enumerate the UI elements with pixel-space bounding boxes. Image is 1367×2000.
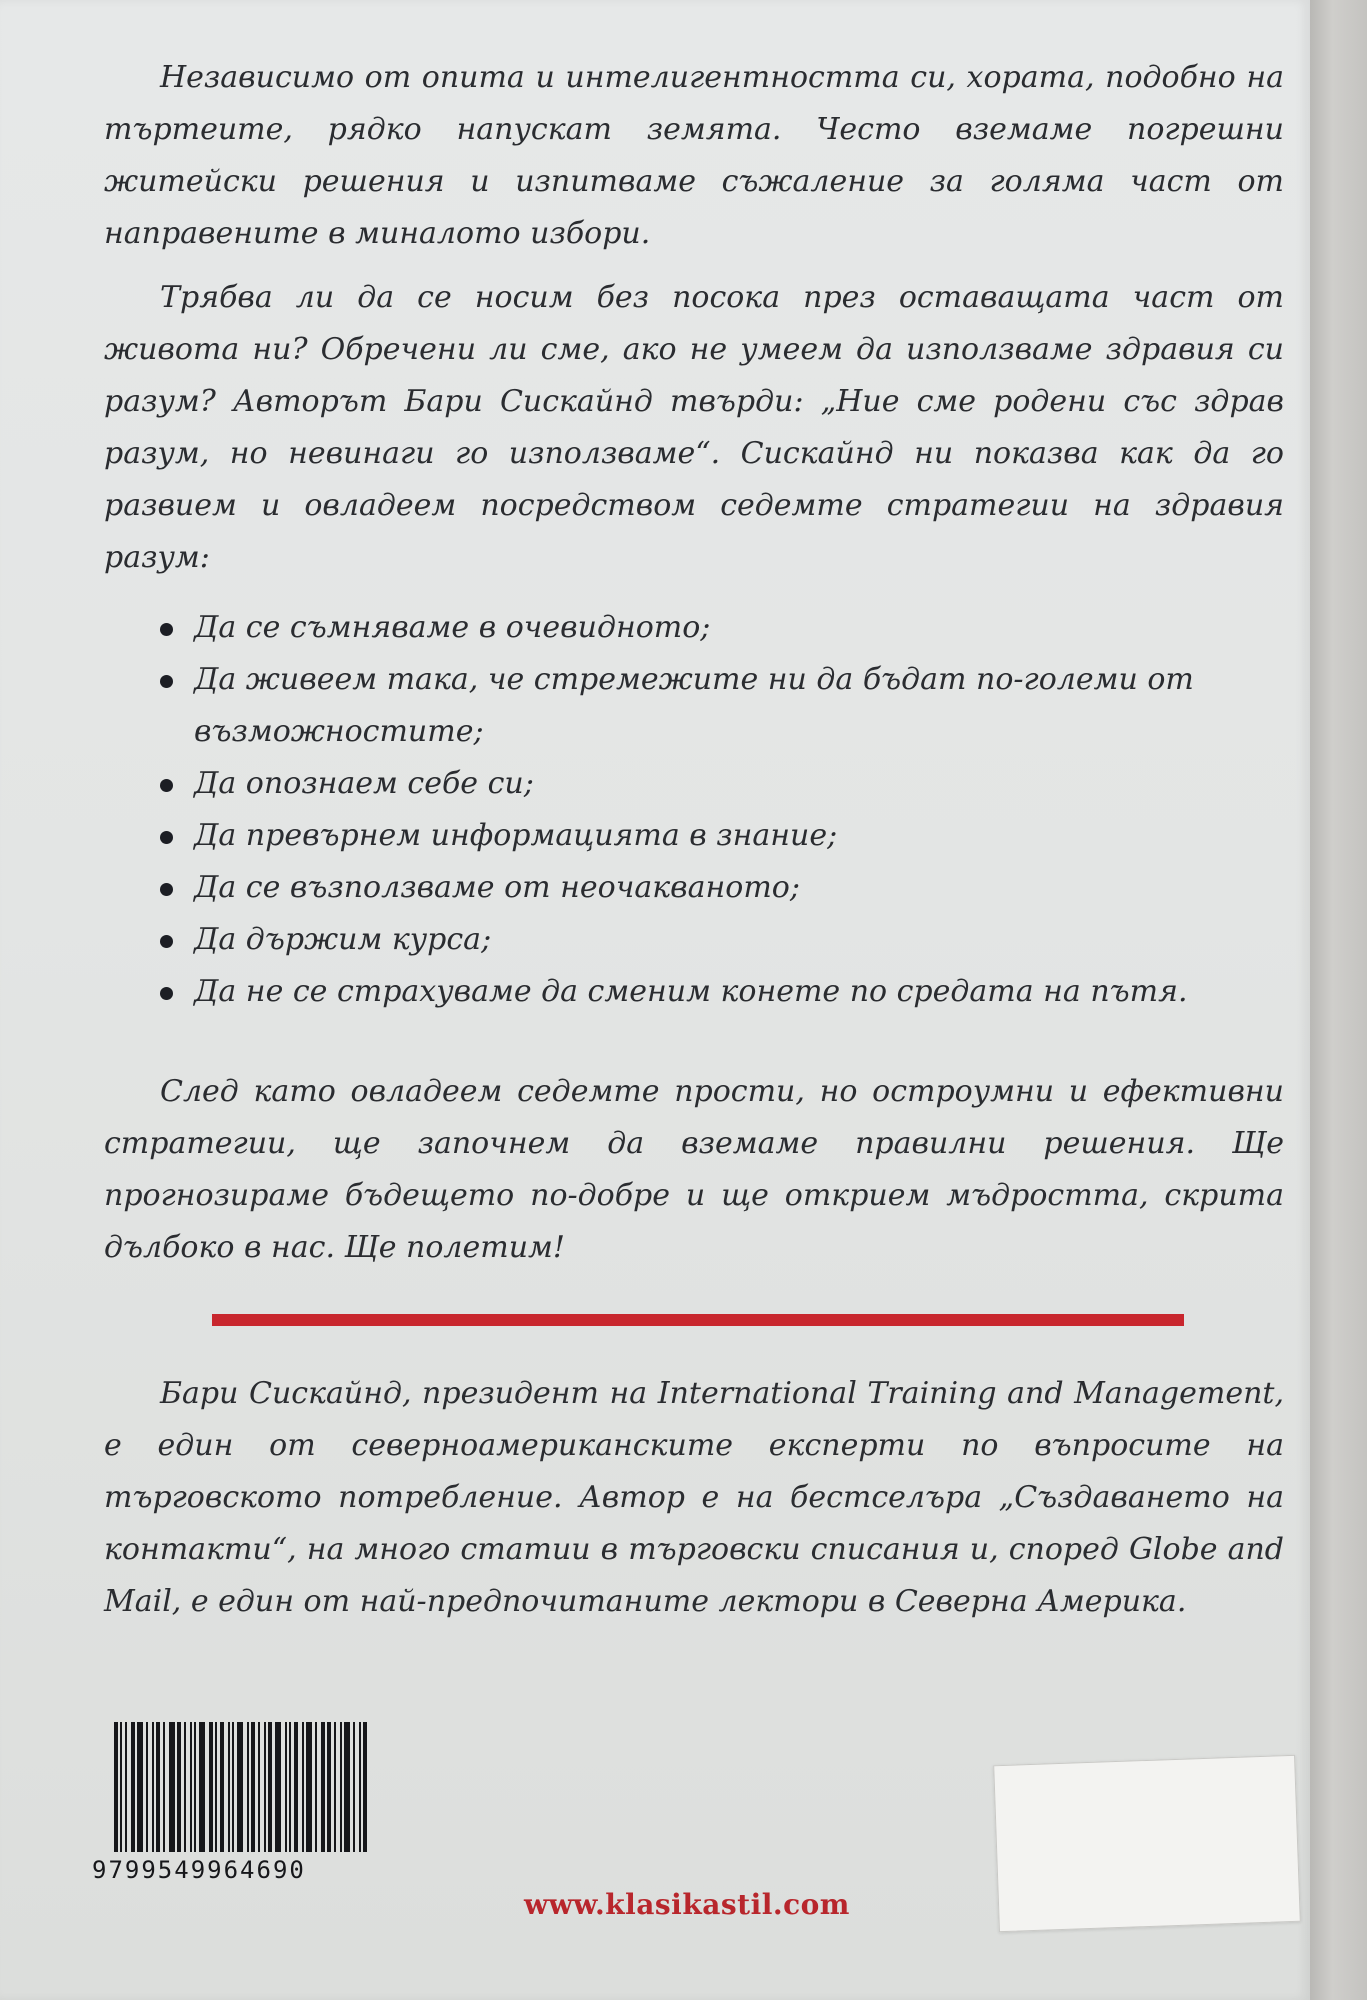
barcode-bar	[247, 1722, 249, 1852]
barcode-bar	[209, 1722, 213, 1852]
barcode-bar	[184, 1722, 186, 1852]
list-item: Да се възползваме от неочакваното;	[158, 862, 1288, 914]
barcode-bar	[215, 1722, 217, 1852]
barcode-bar	[353, 1722, 355, 1852]
barcode-bar	[190, 1722, 192, 1852]
price-sticker	[993, 1755, 1301, 1932]
barcode-bar	[258, 1722, 260, 1852]
barcode-bar	[163, 1722, 165, 1852]
red-divider	[212, 1314, 1184, 1326]
barcode-bar	[114, 1722, 118, 1852]
barcode-bar	[131, 1722, 135, 1852]
barcode-bar	[268, 1722, 272, 1852]
barcode-bar	[232, 1722, 234, 1852]
barcode-bar	[334, 1722, 336, 1852]
barcode-bar	[344, 1722, 350, 1852]
barcode-number: 9799549964690	[92, 1856, 306, 1884]
barcode-bar	[146, 1722, 148, 1852]
barcode-bar	[251, 1722, 255, 1852]
barcode	[114, 1722, 428, 1852]
barcode-bar	[120, 1722, 122, 1852]
list-item: Да опознаем себе си;	[158, 758, 1288, 810]
barcode-bar	[302, 1722, 304, 1852]
barcode-bar	[327, 1722, 331, 1852]
barcode-bar	[237, 1722, 243, 1852]
barcode-bar	[220, 1722, 224, 1852]
author-bio-paragraph	[104, 1368, 1284, 1628]
intro-text: Независимо от опита и интелигентността си, хората, подобно на търтеите, рядко напускат земята. Често вземаме погрешни житейски решения и изпитваме съжаление за голяма част от направените в миналото избори.	[104, 60, 1284, 251]
barcode-bar	[177, 1722, 181, 1852]
barcode-bar	[169, 1722, 175, 1852]
conclusion-text: След като овладеем седемте прости, но остроумни и ефективни стратегии, ще започнем да вземаме правилни решения. Ще прогнозираме бъдещето по-добре и ще открием мъдростта, скрита дълбоко в нас. Ще полетим!	[104, 1074, 1284, 1265]
list-item: Да държим курса;	[158, 914, 1288, 966]
list-item: Да живеем така, че стремежите ни да бъдат по-големи от възможностите;	[158, 654, 1288, 758]
barcode-bar	[294, 1722, 298, 1852]
barcode-bar	[199, 1722, 205, 1852]
list-item: Да се съмняваме в очевидното;	[158, 602, 1288, 654]
barcode-bar	[285, 1722, 287, 1852]
barcode-bar	[156, 1722, 160, 1852]
barcode-bar	[315, 1722, 317, 1852]
list-item: Да превърнем информацията в знание;	[158, 810, 1288, 862]
barcode-bar	[275, 1722, 281, 1852]
question-text: Трябва ли да се носим без посока през оставащата част от живота ни? Обречени ли сме, ако не умеем да използваме здравия си разум? Авторът Бари Сискайнд твърди: „Ние сме родени със здрав разум, но невинаги го използваме“. Сискайнд ни показва как да го развием и овладеем посредством седемте стратегии на здравия разум:	[104, 280, 1284, 575]
cover-edge-shadow	[1310, 0, 1367, 2000]
barcode-bar	[137, 1722, 143, 1852]
barcode-bar	[363, 1722, 367, 1852]
barcode-bar	[289, 1722, 291, 1852]
barcode-bar	[125, 1722, 127, 1852]
intro-paragraph	[104, 52, 1284, 260]
barcode-bar	[264, 1722, 266, 1852]
barcode-bar	[194, 1722, 196, 1852]
conclusion-paragraph	[104, 1066, 1284, 1274]
barcode-bar	[359, 1722, 361, 1852]
barcode-bar	[321, 1722, 325, 1852]
barcode-bar	[340, 1722, 342, 1852]
barcode-bar	[306, 1722, 312, 1852]
barcode-bar	[228, 1722, 230, 1852]
list-item: Да не се страхуваме да сменим конете по средата на пътя.	[158, 966, 1288, 1018]
author-bio-text: Бари Сискайнд, президент на International Training and Management, е един от северноамериканските експерти по въпросите на търговското потребление. Автор е на бестселъра „Създаването на контакти“, на много статии в търговски списания и, според Globe and Mail, е един от най-предпочитаните лектори в Северна Америка.	[104, 1376, 1284, 1619]
strategies-list	[158, 602, 1288, 1018]
ink-smudge	[990, 1048, 1020, 1060]
barcode-bar	[152, 1722, 154, 1852]
publisher-website: www.klasikastil.com	[524, 1888, 850, 1921]
question-paragraph	[104, 272, 1284, 584]
